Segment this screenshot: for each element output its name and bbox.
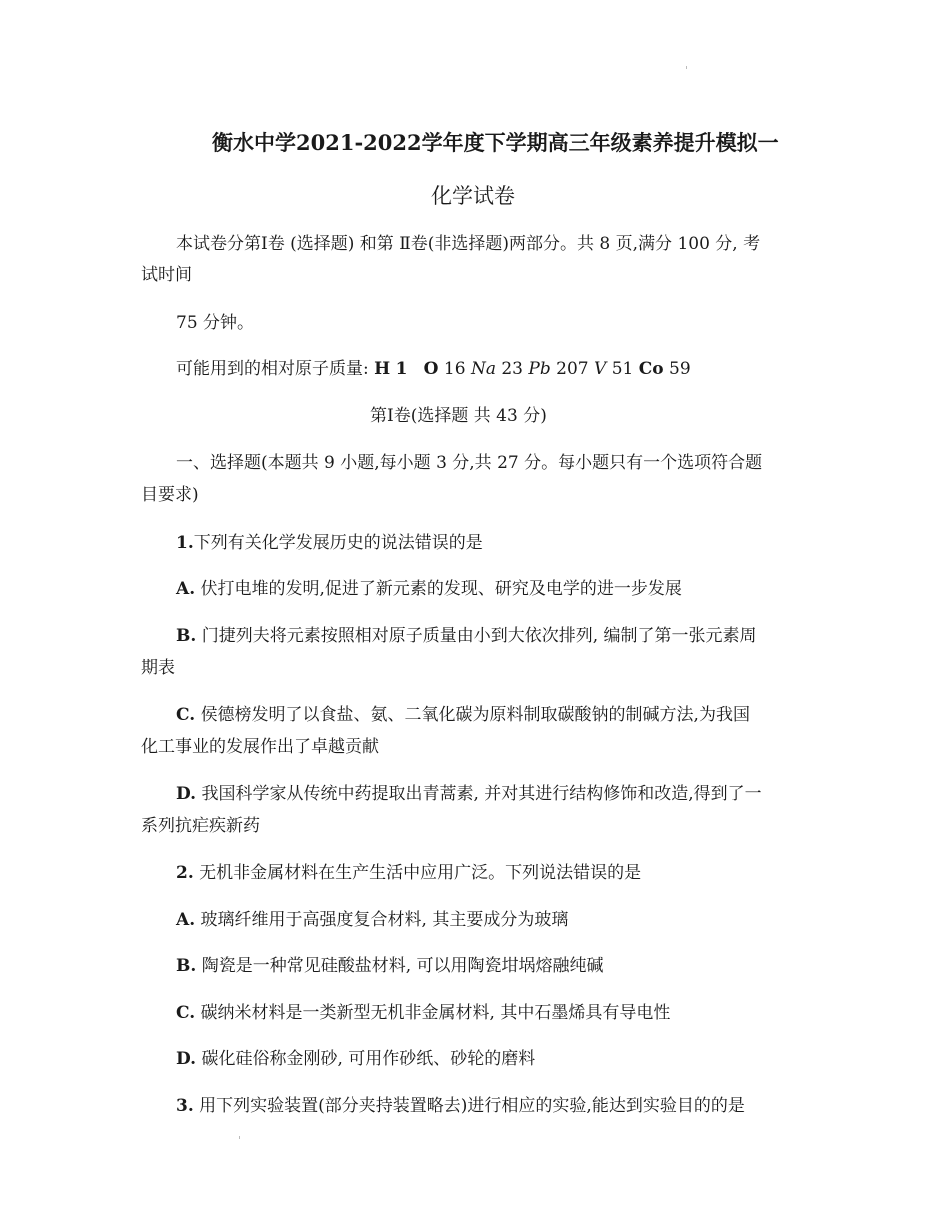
exam-subtitle: 化学试卷 [431,184,515,208]
option-label: A. [176,579,196,599]
section-heading: 第Ⅰ卷(选择题 共 43 分) [370,406,547,426]
question-1-option-c: C. 侯德榜发明了以食盐、氨、二氧化碳为原料制取碳酸钠的制碱方法,为我国 [176,705,750,725]
question-3-stem: 3. 用下列实验装置(部分夹持装置略去)进行相应的实验,能达到实验目的的是 [176,1096,745,1116]
option-label: A. [176,910,196,930]
mass-v: 51 [611,359,634,379]
question-1-option-c-cont: 化工事业的发展作出了卓越贡献 [141,737,379,757]
intro-line-3: 75 分钟。 [176,313,255,333]
option-label: B. [176,956,197,976]
option-label: D. [176,784,197,804]
question-number: 2. [176,863,194,883]
element-na: Na [470,359,496,379]
question-1-option-a: A. 伏打电堆的发明,促进了新元素的发现、研究及电学的进一步发展 [176,579,682,599]
mass-h: 1 [395,359,408,379]
question-1-option-d: D. 我国科学家从传统中药提取出青蒿素, 并对其进行结构修饰和改造,得到了一 [176,784,762,804]
mass-o: 16 [443,359,466,379]
option-label: C. [176,705,196,725]
question-1-option-b-cont: 期表 [141,658,175,678]
scan-mark [239,1136,240,1139]
question-2-option-c: C. 碳纳米材料是一类新型无机非金属材料, 其中石墨烯具有导电性 [176,1003,671,1023]
section-instructions-line-1: 一、选择题(本题共 9 小题,每小题 3 分,共 27 分。每小题只有一个选项符合题 [176,453,763,473]
element-h: H [374,359,391,379]
intro-line-1: 本试卷分第Ⅰ卷 (选择题) 和第 Ⅱ卷(非选择题)两部分。共 8 页,满分 100 分, 考 [176,234,761,254]
question-2-stem: 2. 无机非金属材料在生产生活中应用广泛。下列说法错误的是 [176,863,642,883]
exam-title: 衡水中学2021-2022学年度下学期高三年级素养提升模拟一 [212,130,779,155]
question-number: 1. [176,533,194,553]
question-number: 3. [176,1096,194,1116]
question-2-option-a: A. 玻璃纤维用于高强度复合材料, 其主要成分为玻璃 [176,910,569,930]
element-v: V [594,359,607,379]
question-2-option-d: D. 碳化硅俗称金刚砂, 可用作砂纸、砂轮的磨料 [176,1049,536,1069]
section-instructions-line-2: 目要求) [141,485,199,505]
mass-na: 23 [501,359,523,379]
option-label: D. [176,1049,197,1069]
scan-mark [686,66,687,69]
atomic-mass-label: 可能用到的相对原子质量: [176,359,369,379]
question-1-option-b: B. 门捷列夫将元素按照相对原子质量由小到大依次排列, 编制了第一张元素周 [176,626,757,646]
element-pb: Pb [528,359,551,379]
element-co: Co [638,359,664,379]
element-o: O [423,359,439,379]
atomic-mass-line [176,358,691,380]
mass-co: 59 [669,359,691,379]
question-1-option-d-cont: 系列抗疟疾新药 [141,816,260,836]
intro-line-2: 试时间 [141,265,192,285]
question-2-option-b: B. 陶瓷是一种常见硅酸盐材料, 可以用陶瓷坩埚熔融纯碱 [176,956,604,976]
question-1-stem: 1.下列有关化学发展历史的说法错误的是 [176,533,483,553]
mass-pb: 207 [556,359,589,379]
option-label: C. [176,1003,196,1023]
option-label: B. [176,626,197,646]
